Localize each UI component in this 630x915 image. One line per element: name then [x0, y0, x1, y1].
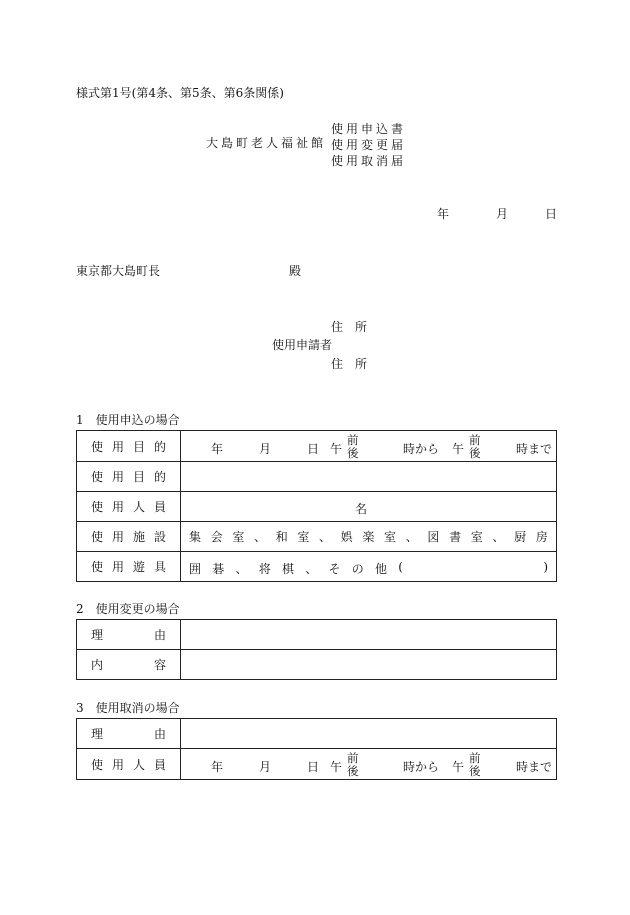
row-label: [77, 552, 181, 582]
facility-char: 会: [210, 530, 223, 544]
row-label: [77, 719, 181, 749]
equipment-char: 将: [258, 562, 271, 576]
label-char: 員: [153, 500, 166, 514]
date-year: 年: [437, 207, 450, 221]
form-number: 様式第1号(第4条、第5条、第6条関係): [76, 86, 284, 100]
am-label: 前: [469, 432, 481, 447]
month-label: 月: [259, 441, 272, 456]
date-day: 日: [545, 207, 558, 221]
table-row: [77, 462, 557, 492]
table-row: [77, 719, 557, 749]
label-char: 使: [91, 500, 104, 514]
label-char: 具: [153, 560, 166, 574]
people-count-field[interactable]: [181, 492, 557, 522]
section3-table: [76, 718, 557, 780]
document-type-options: [331, 121, 406, 169]
facility-char: 楽: [362, 530, 375, 544]
noon-label: 午: [330, 441, 343, 456]
applicant-label: 使用申請者: [272, 338, 333, 352]
applicant-address-label-2: 住 所: [331, 357, 368, 371]
label-char: 施: [132, 530, 145, 544]
year-label: 年: [211, 441, 224, 456]
noon-label: 午: [330, 759, 343, 774]
label-char: 使: [91, 530, 104, 544]
row-label: [77, 462, 181, 492]
from-label: 時から: [403, 441, 440, 456]
equipment-char: の: [351, 562, 364, 576]
cancel-datetime-field[interactable]: [181, 749, 557, 780]
facility-char: 室: [470, 530, 483, 544]
option-change: 使用変更届: [331, 138, 407, 152]
applicant-address-label: 住 所: [331, 320, 368, 334]
label-char: 理: [91, 628, 104, 642]
noon-label-2: 午: [452, 441, 465, 456]
change-reason-field[interactable]: [181, 620, 557, 650]
facility-char: 、: [254, 530, 267, 544]
label-char: 用: [111, 757, 124, 772]
facility-char: 娯: [340, 530, 353, 544]
equipment-char: 棋: [282, 562, 295, 576]
option-cancel: 使用取消届: [331, 154, 407, 168]
equipment-options[interactable]: [181, 552, 557, 582]
row-label: [77, 749, 181, 780]
section1-heading: 1 使用申込の場合: [76, 413, 180, 427]
change-content-field[interactable]: [181, 650, 557, 680]
until-label: 時まで: [516, 759, 553, 774]
label-char: 由: [153, 628, 166, 642]
label-char: 使: [91, 470, 104, 484]
label-char: 設: [153, 530, 166, 544]
facility-options[interactable]: [181, 522, 557, 552]
facility-char: 、: [405, 530, 418, 544]
section2-heading: 2 使用変更の場合: [76, 602, 180, 616]
table-row: [77, 620, 557, 650]
label-char: 使: [91, 560, 104, 574]
label-char: 遊: [132, 560, 145, 574]
label-char: 理: [91, 727, 104, 741]
label-char: 目: [132, 439, 145, 454]
facility-char: 集: [189, 530, 202, 544]
facility-char: 室: [232, 530, 245, 544]
label-char: 目: [132, 470, 145, 484]
table-row: [77, 492, 557, 522]
month-label: 月: [259, 759, 272, 774]
pm-label: 後: [469, 763, 481, 778]
row-label: [77, 431, 181, 462]
from-label: 時から: [403, 759, 440, 774]
datetime-field[interactable]: [181, 431, 557, 462]
facility-char: 厨: [514, 530, 527, 544]
cancel-reason-field[interactable]: [181, 719, 557, 749]
facility-char: 室: [297, 530, 310, 544]
am-label: 前: [347, 750, 359, 765]
equipment-list: [189, 560, 403, 577]
label-char: 用: [111, 560, 124, 574]
label-char: 人: [132, 757, 145, 772]
label-char: 的: [153, 439, 166, 454]
date-month: 月: [496, 207, 509, 221]
am-pm-selector-2[interactable]: [469, 434, 481, 460]
equipment-char: 、: [235, 562, 248, 576]
addressee-name: 東京都大島町長: [76, 264, 161, 278]
facility-char: 書: [449, 530, 462, 544]
facility-char: 室: [384, 530, 397, 544]
purpose-field[interactable]: [181, 462, 557, 492]
table-row: [77, 749, 557, 780]
table-row: [77, 431, 557, 462]
noon-label-2: 午: [452, 759, 465, 774]
equipment-char: 、: [305, 562, 318, 576]
label-char: 使: [91, 439, 104, 454]
facility-list: [181, 528, 556, 545]
close-paren: ): [543, 560, 548, 574]
day-label: 日: [307, 759, 320, 774]
section2-table: [76, 619, 557, 680]
section1-table: [76, 430, 557, 582]
table-row: [77, 650, 557, 680]
row-label: [77, 650, 181, 680]
label-char: 用: [111, 530, 124, 544]
facility-char: 房: [535, 530, 548, 544]
facility-char: 図: [427, 530, 440, 544]
until-label: 時まで: [516, 441, 553, 456]
equipment-char: 囲: [189, 562, 202, 576]
am-label: 前: [469, 750, 481, 765]
am-pm-selector[interactable]: [347, 752, 359, 778]
option-application: 使用申込書: [331, 122, 407, 136]
section3-heading: 3 使用取消の場合: [76, 701, 180, 715]
pm-label: 後: [469, 445, 481, 460]
equipment-char: そ: [328, 562, 341, 576]
label-char: 使: [91, 757, 104, 772]
label-char: 由: [153, 727, 166, 741]
label-char: 用: [111, 470, 124, 484]
am-pm-selector[interactable]: [347, 434, 359, 460]
equipment-char: 他: [375, 562, 388, 576]
day-label: 日: [307, 441, 320, 456]
people-unit: 名: [355, 502, 368, 516]
equipment-char: 碁: [212, 562, 225, 576]
label-char: 員: [153, 757, 166, 772]
am-label: 前: [347, 432, 359, 447]
facility-char: 、: [492, 530, 505, 544]
label-char: 容: [153, 658, 166, 672]
pm-label: 後: [347, 445, 359, 460]
am-pm-selector-2[interactable]: [469, 752, 481, 778]
label-char: 人: [132, 500, 145, 514]
row-label: [77, 620, 181, 650]
addressee-honorific: 殿: [289, 264, 302, 278]
pm-label: 後: [347, 763, 359, 778]
label-char: 用: [111, 500, 124, 514]
label-char: 的: [153, 470, 166, 484]
label-char: 内: [91, 658, 104, 672]
table-row: [77, 552, 557, 582]
facility-char: 、: [319, 530, 332, 544]
facility-name: 大島町老人福祉館: [206, 136, 327, 150]
table-row: [77, 522, 557, 552]
row-label: [77, 492, 181, 522]
year-label: 年: [211, 759, 224, 774]
facility-char: 和: [275, 530, 288, 544]
equipment-char: (: [398, 560, 403, 574]
row-label: [77, 522, 181, 552]
label-char: 用: [111, 439, 124, 454]
